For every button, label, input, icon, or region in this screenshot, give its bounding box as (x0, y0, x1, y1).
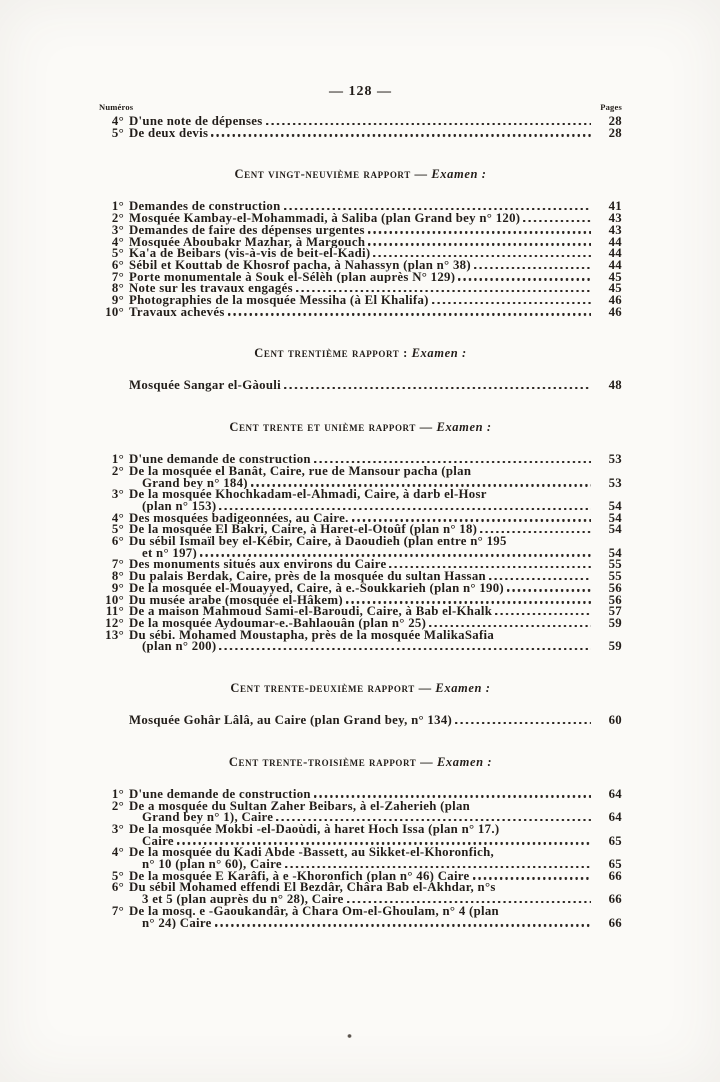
toc-entry (99, 715, 622, 727)
dot-leader (296, 290, 591, 292)
entry-page-number: 59 (608, 639, 622, 654)
entry-number: 9° (111, 293, 124, 308)
entry-line (142, 498, 622, 513)
entry-line (129, 821, 622, 836)
entry-text: Demandes de construction (129, 201, 281, 214)
section-entries (99, 454, 622, 653)
entry-line (129, 116, 622, 128)
section-title-examen: Examen : (431, 167, 487, 182)
entry-text: Grand bey n° 184) (142, 477, 248, 490)
entry-line (129, 201, 622, 213)
entry-page-number: 65 (608, 857, 622, 872)
entry-body (129, 234, 622, 249)
entry-body (129, 283, 622, 295)
dot-leader (266, 123, 591, 125)
entry-number: 8° (111, 569, 124, 584)
entry-number: 5° (111, 868, 124, 883)
toc-entry (99, 257, 622, 272)
entry-line (129, 798, 622, 813)
entry-page-number: 66 (608, 915, 622, 930)
entry-number: 5° (111, 246, 124, 261)
entry-page-number: 44 (608, 234, 622, 249)
report-section (99, 168, 622, 318)
dot-leader (251, 484, 591, 486)
dot-leader (314, 795, 591, 797)
entry-line (129, 559, 622, 571)
entry-line (129, 592, 622, 607)
entry-number: 7° (111, 903, 124, 918)
section-title-caps: Cent vingt-neuvième rapport (234, 167, 411, 182)
scan-artifact-mark (347, 1034, 352, 1038)
dot-leader (473, 877, 591, 879)
entry-text: Porte monumentale à Souk el-Sélèh (plan auprès N° 129) (129, 271, 456, 284)
section-title (99, 421, 622, 434)
entry-page-number: 54 (608, 522, 622, 537)
entry-page-number: 46 (608, 293, 622, 308)
toc-entry (99, 847, 622, 870)
toc-entry (99, 283, 622, 295)
entry-body (129, 304, 622, 319)
entry-page-number: 54 (608, 498, 622, 513)
entry-line (129, 580, 622, 595)
entry-text: Ka'a de Beibars (vis-à-vis de beit-el-Kadi) (129, 248, 371, 260)
entry-body (129, 606, 622, 618)
entry-number: 1° (111, 199, 124, 214)
entry-number: 1° (111, 786, 124, 801)
entry-text: De deux devis (129, 127, 209, 140)
entry-text: De a maison Mahmoud Sami-el-Baroudi, Caire, à Bab el-Khalk (129, 606, 493, 618)
entry-line (129, 248, 622, 260)
dot-leader (314, 461, 591, 463)
dot-leader (507, 589, 591, 591)
section-title-separator: — (410, 167, 432, 182)
toc-entry (99, 559, 622, 571)
entry-line (129, 571, 622, 583)
section-title-examen: Examen : (436, 754, 493, 769)
entry-number: 9° (111, 580, 124, 595)
entry-line (129, 222, 622, 237)
dot-leader (474, 267, 591, 269)
toc-entry (99, 125, 622, 140)
entry-text: Grand bey n° 1), Caire (142, 812, 274, 824)
entry-page-number: 64 (608, 786, 622, 801)
entry-text: Du sébi. Mohamed Moustapha, près de la mosquée MalikaSafia (129, 627, 495, 642)
dot-leader (389, 566, 591, 568)
entry-text: Travaux achevés (129, 306, 225, 319)
entry-page-number: 56 (608, 592, 622, 607)
entry-line (129, 903, 622, 918)
entry-line (142, 915, 622, 930)
entry-text: De a mosquée du Sultan Zaher Beibars, à el-Zaherieh (plan (129, 798, 471, 813)
dot-leader (284, 387, 591, 389)
entry-text: De la mosquée Aydoumar-e.-Bahlaouân (plan n° 25) (129, 617, 427, 630)
entry-number: 4° (111, 845, 124, 860)
dot-leader (495, 613, 591, 615)
toc-entry (99, 571, 622, 583)
entry-body (129, 821, 622, 848)
dot-leader (284, 208, 591, 210)
entry-line (129, 627, 622, 642)
entry-line (129, 234, 622, 249)
entry-text: Du sébil Ismaïl bey el-Kébir, Caire, à Daoudieh (plan entre n° 195 (129, 534, 507, 549)
entry-body (129, 715, 622, 727)
entry-text: Photographies de la mosquée Messiha (à El Khalifa) (129, 295, 429, 307)
entry-line (129, 125, 622, 140)
dot-leader (347, 901, 591, 903)
entry-line (129, 882, 622, 894)
entry-page-number: 41 (608, 199, 622, 214)
toc-entry (99, 234, 622, 249)
column-labels-row (99, 102, 622, 112)
toc-page (99, 84, 622, 929)
section-title-caps: Cent trente-troisième rapport (228, 754, 417, 769)
page-number-header: — 128 — (329, 84, 392, 99)
entry-page-number: 44 (608, 246, 622, 261)
section-title-separator: — (415, 420, 437, 435)
entry-line (129, 536, 622, 548)
dot-leader (458, 278, 591, 280)
entry-body (129, 592, 622, 607)
section-entries (99, 116, 622, 139)
entry-page-number: 48 (608, 378, 622, 393)
toc-entry (99, 606, 622, 618)
dot-leader (455, 722, 591, 724)
entry-page-number: 44 (608, 257, 622, 272)
entry-page-number: 45 (608, 269, 622, 284)
entry-number: 3° (111, 487, 124, 502)
entry-text: n° 10 (plan n° 60), Caire (142, 859, 282, 871)
section-title (99, 168, 622, 181)
entry-page-number: 43 (608, 222, 622, 237)
entry-text: De la mosquée Khochkadam-el-Ahmadi, Caire, à darb el-Hosr (129, 487, 487, 502)
entry-line (129, 304, 622, 319)
entry-page-number: 65 (608, 833, 622, 848)
entry-text: De la mosquée Mokbi -el-Daoùdi, à haret Hoch Issa (plan n° 17.) (129, 821, 500, 836)
entry-text: 3 et 5 (plan auprès du n° 28), Caire (142, 894, 344, 906)
section-title-examen: Examen : (436, 420, 492, 435)
section-title (99, 756, 622, 769)
entry-text: Mosquée Aboubakr Mazhar, à Margouch (129, 236, 366, 249)
entry-line (129, 489, 622, 501)
entry-page-number: 64 (608, 810, 622, 825)
entry-text: Note sur les travaux engagés (129, 283, 293, 296)
toc-entry (99, 536, 622, 559)
toc-entry (99, 821, 622, 848)
dot-leader (285, 866, 591, 868)
entry-number: 8° (111, 281, 124, 296)
entry-text: Du sébil Mohamed effendi El Bezdâr, Châra Bab el-Akhdar, n°s (129, 880, 496, 895)
entry-line (129, 213, 622, 225)
toc-entry (99, 489, 622, 512)
entry-text: Demandes de faire des dépenses urgentes (129, 224, 365, 237)
entry-number: 2° (111, 211, 124, 226)
entry-text: Caire (142, 835, 174, 848)
entry-body (129, 559, 622, 571)
entry-line (129, 847, 622, 859)
entry-text: De la mosq. e -Gaoukandâr, à Chara Om-el-Ghoulam, n° 4 (plan (129, 903, 499, 918)
entry-number: 4° (111, 234, 124, 249)
entry-body (129, 201, 622, 213)
report-section (99, 347, 622, 392)
entry-body (129, 116, 622, 128)
entry-number: 3° (111, 222, 124, 237)
entry-text: D'une note de dépenses (129, 116, 263, 128)
toc-entry (99, 903, 622, 930)
entry-line (142, 545, 622, 560)
entry-number: 5° (111, 125, 124, 140)
entry-body (129, 903, 622, 930)
entry-body (129, 257, 622, 272)
toc-entry (99, 592, 622, 607)
entry-text: Sébil et Kouttab de Khosrof pacha, à Nahassyn (plan n° 38) (129, 259, 471, 272)
toc-entry (99, 882, 622, 905)
entry-page-number: 66 (608, 892, 622, 907)
entry-text: D'une demande de construction (129, 788, 311, 801)
section-title-caps: Cent trente et unième rapport (229, 420, 416, 435)
entry-line (142, 641, 622, 653)
section-title-caps: Cent trente-deuxième rapport (230, 681, 415, 696)
entry-body (129, 295, 622, 307)
entry-text: De la mosquée du Kadi Abde -Bassett, au Sikket-el-Khoronfich, (129, 845, 495, 860)
entry-body (129, 489, 622, 512)
entry-page-number: 43 (608, 211, 622, 226)
section-title-caps: Cent trentième rapport (254, 346, 400, 361)
entry-page-number: 55 (608, 557, 622, 572)
entry-body (129, 882, 622, 905)
section-entries (99, 715, 622, 727)
entry-text: n° 24) Caire (142, 917, 212, 930)
dot-leader (432, 302, 591, 304)
dot-leader (228, 313, 591, 315)
entry-number: 10° (105, 592, 124, 607)
dot-leader (200, 554, 591, 556)
entry-text: Mosquée Gohâr Lâlâ, au Caire (plan Grand bey, n° 134) (129, 715, 453, 727)
entry-body (129, 125, 622, 140)
entry-page-number: 45 (608, 281, 622, 296)
entry-number: 7° (111, 557, 124, 572)
dot-leader (368, 231, 591, 233)
dot-leader (368, 243, 591, 245)
toc-entry (99, 201, 622, 213)
entry-body (129, 269, 622, 284)
entry-body (129, 248, 622, 260)
toc-entry (99, 798, 622, 825)
report-section (99, 682, 622, 727)
entry-page-number: 54 (608, 510, 622, 525)
entry-line (129, 606, 622, 618)
toc-entry (99, 510, 622, 525)
entry-line (129, 510, 622, 525)
entry-line (129, 380, 622, 392)
entry-number: 6° (111, 257, 124, 272)
entry-text: De la mosquée E Karâfi, à e -Khoronfich (plan n° 46) Caire (129, 870, 470, 883)
dot-leader (480, 531, 591, 533)
entry-number: 1° (111, 452, 124, 467)
dot-leader (373, 255, 591, 257)
entry-number: 11° (105, 604, 124, 619)
section-title (99, 682, 622, 695)
dot-leader (177, 842, 591, 844)
dot-leader (276, 819, 591, 821)
entry-number: 13° (105, 627, 124, 642)
section-title (99, 347, 622, 360)
entry-number: 10° (105, 304, 124, 319)
report-section (99, 756, 622, 929)
entry-number: 12° (105, 615, 124, 630)
section-title-examen: Examen : (411, 346, 467, 361)
entry-body (129, 571, 622, 583)
numeros-column-label: Numéros (99, 102, 134, 112)
entry-body (129, 536, 622, 559)
entry-text: Du palais Berdak, Caire, près de la mosquée du sultan Hassan (129, 571, 486, 583)
entry-number: 4° (111, 510, 124, 525)
entry-number: 2° (111, 463, 124, 478)
entry-body (129, 380, 622, 392)
entry-page-number: 59 (608, 615, 622, 630)
entry-text: Mosquée Kambay-el-Mohammadi, à Saliba (plan Grand bey n° 120) (129, 213, 521, 225)
section-title-separator: : (399, 346, 412, 361)
entry-page-number: 57 (608, 604, 622, 619)
entry-page-number: 55 (608, 569, 622, 584)
entry-body (129, 222, 622, 237)
section-title-separator: — (414, 681, 436, 696)
dot-leader (352, 519, 591, 521)
toc-entry (99, 380, 622, 392)
section-title-separator: — (416, 754, 437, 769)
entry-page-number: 53 (608, 452, 622, 467)
entry-number: 3° (111, 821, 124, 836)
entry-text: De la mosquée el-Mouayyed, Caire, à e.-Soukkarieh (plan n° 190) (129, 582, 504, 595)
dot-leader (489, 578, 591, 580)
entry-number: 7° (111, 269, 124, 284)
dot-leader (211, 134, 591, 136)
entry-line (129, 257, 622, 272)
entry-line (129, 295, 622, 307)
toc-entry (99, 580, 622, 595)
entry-line (129, 269, 622, 284)
entry-number: 2° (111, 798, 124, 813)
entry-number: 5° (111, 522, 124, 537)
pages-column-label: Pages (600, 102, 622, 112)
entry-text: Des monuments situés aux environs du Caire (129, 559, 387, 572)
entry-page-number: 53 (608, 475, 622, 490)
entry-text: Des mosquées badigeonnées, au Caire. (129, 512, 349, 525)
entry-body (129, 463, 622, 490)
entry-body (129, 213, 622, 225)
entry-page-number: 54 (608, 545, 622, 560)
section-title-examen: Examen : (435, 681, 491, 696)
section-entries (99, 786, 622, 930)
toc-entry (99, 248, 622, 260)
toc-entry (99, 269, 622, 284)
entry-body (129, 798, 622, 825)
entry-line (142, 859, 622, 871)
entry-body (129, 627, 622, 654)
toc-entry (99, 463, 622, 490)
toc-entry (99, 222, 622, 237)
table-of-contents (99, 116, 622, 929)
entry-text: De la mosquée el Banât, Caire, rue de Mansour pacha (plan (129, 463, 472, 478)
section-entries (99, 380, 622, 392)
entry-text: (plan n° 200) (142, 641, 217, 654)
dot-leader (219, 648, 591, 650)
entry-page-number: 28 (608, 114, 622, 128)
entry-number: 4° (111, 114, 124, 128)
dot-leader (523, 220, 591, 222)
entry-text: Mosquée Sangar el-Gàouli (129, 380, 282, 393)
entry-text: et n° 197) (142, 547, 198, 560)
report-section (99, 116, 622, 139)
entry-text: D'une demande de construction (129, 454, 311, 466)
entry-page-number: 60 (608, 713, 622, 728)
entry-page-number: 56 (608, 580, 622, 595)
entry-body (129, 510, 622, 525)
entry-text: Du musée arabe (mosquée el-Hâkem) (129, 594, 343, 607)
toc-entry (99, 304, 622, 319)
dot-leader (219, 508, 591, 510)
entry-body (129, 580, 622, 595)
dot-leader (215, 924, 591, 926)
toc-entry (99, 116, 622, 128)
entry-number: 6° (111, 534, 124, 549)
entry-text: (plan n° 153) (142, 500, 217, 513)
entry-number: 6° (111, 880, 124, 895)
entry-page-number: 66 (608, 868, 622, 883)
section-entries (99, 201, 622, 318)
entry-page-number: 46 (608, 304, 622, 319)
entry-line (129, 283, 622, 295)
report-section (99, 421, 622, 653)
toc-entry (99, 213, 622, 225)
toc-entry (99, 627, 622, 654)
entry-page-number: 28 (608, 125, 622, 140)
entry-text: De la mosquée El Bakri, Caire, à Haret-el-Otoûf (plan n° 18) (129, 524, 478, 537)
entry-body (129, 847, 622, 870)
entry-line (129, 463, 622, 478)
toc-entry (99, 295, 622, 307)
dot-leader (429, 625, 591, 627)
dot-leader (346, 601, 591, 603)
entry-line (129, 715, 622, 727)
